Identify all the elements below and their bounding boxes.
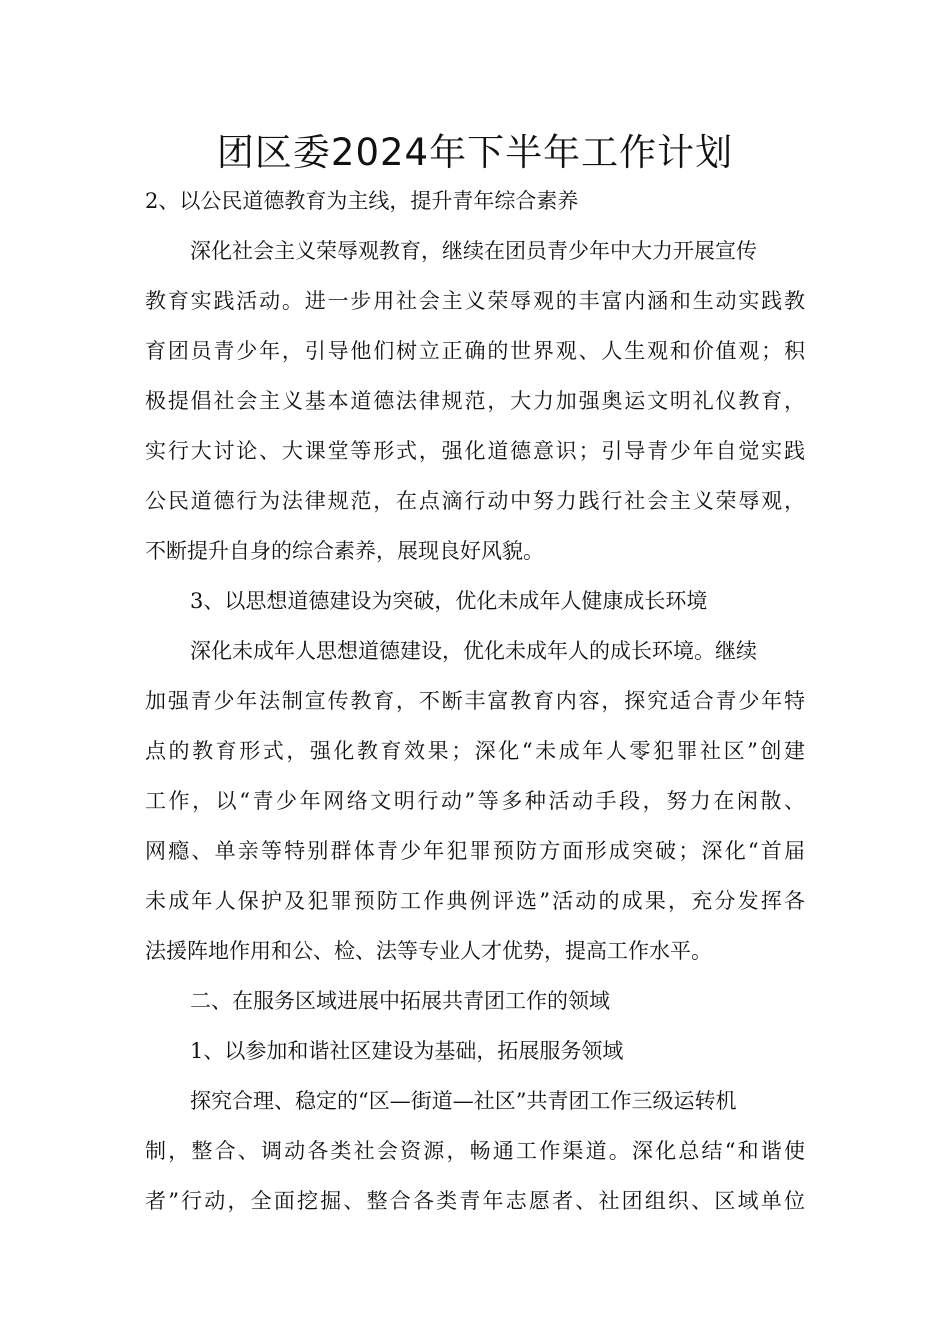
paragraph-line: 网瘾、单亲等特别群体青少年犯罪预防方面形成突破；深化“首届 xyxy=(145,839,805,863)
paragraph-line: 不断提升自身的综合素养，展现良好风貌。 xyxy=(145,539,544,563)
paragraph-line: 加强青少年法制宣传教育，不断丰富教育内容，探究适合青少年特 xyxy=(145,689,805,713)
paragraph-line: 法援阵地作用和公、检、法等专业人才优势，提高工作水平。 xyxy=(145,939,712,963)
section-heading: 二、在服务区域进展中拓展共青团工作的领域 xyxy=(190,989,610,1013)
paragraph-line: 工作，以“青少年网络文明行动”等多种活动手段，努力在闲散、 xyxy=(145,789,805,813)
paragraph-line: 实行大讨论、大课堂等形式，强化道德意识；引导青少年自觉实践 xyxy=(145,439,805,463)
paragraph-line: 教育实践活动。进一步用社会主义荣辱观的丰富内涵和生动实践教 xyxy=(145,289,805,313)
paragraph-line: 深化社会主义荣辱观教育，继续在团员青少年中大力开展宣传 xyxy=(190,239,757,263)
paragraph-line: 探究合理、稳定的“区—街道—社区”共青团工作三级运转机 xyxy=(190,1089,737,1113)
paragraph-line: 育团员青少年，引导他们树立正确的世界观、人生观和价值观；积 xyxy=(145,339,805,363)
document-title: 团区委2024年下半年工作计划 xyxy=(216,131,734,174)
section-heading: 2、以公民道德教育为主线，提升青年综合素养 xyxy=(145,189,579,213)
section-heading: 1、以参加和谐社区建设为基础，拓展服务领域 xyxy=(190,1039,624,1063)
section-heading: 3、以思想道德建设为突破，优化未成年人健康成长环境 xyxy=(190,589,708,613)
paragraph-line: 深化未成年人思想道德建设，优化未成年人的成长环境。继续 xyxy=(190,639,757,663)
paragraph-line: 制，整合、调动各类社会资源，畅通工作渠道。深化总结“和谐使 xyxy=(145,1139,805,1163)
paragraph-line: 未成年人保护及犯罪预防工作典例评选”活动的成果，充分发挥各 xyxy=(145,889,805,913)
paragraph-line: 公民道德行为法律规范，在点滴行动中努力践行社会主义荣辱观， xyxy=(145,489,805,513)
paragraph-line: 者”行动，全面挖掘、整合各类青年志愿者、社团组织、区域单位 xyxy=(145,1189,805,1213)
paragraph-line: 极提倡社会主义基本道德法律规范，大力加强奥运文明礼仪教育， xyxy=(145,389,805,413)
paragraph-line: 点的教育形式，强化教育效果；深化“未成年人零犯罪社区”创建 xyxy=(145,739,805,763)
